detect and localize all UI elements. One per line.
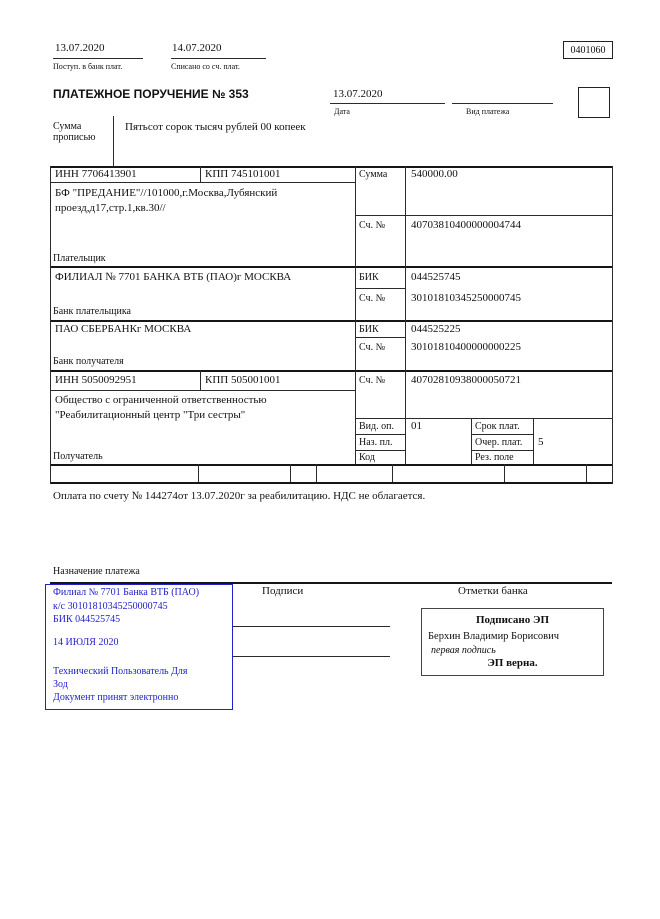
table-line — [471, 418, 472, 464]
table-line — [355, 450, 405, 451]
table-line — [504, 464, 505, 482]
table-line — [50, 266, 613, 268]
payee-account-label: Сч. № — [359, 375, 386, 386]
payee-name: Общество с ограниченной ответственностью "Реабилитационный центр "Три сестры" — [55, 394, 267, 421]
sum-label: Сумма — [359, 169, 388, 180]
esign-note: первая подпись — [431, 645, 496, 656]
esign-verdict: ЭП верна. — [487, 657, 538, 669]
payer-name: БФ "ПРЕДАНИЕ"//101000,г.Москва,Лубянский проезд,д17,стр.1,кв.30// — [55, 187, 278, 214]
bank-stamp — [45, 584, 233, 710]
stamp-user-line2: Зод — [53, 679, 68, 690]
empty-checkbox — [578, 87, 610, 118]
form-code: 0401060 — [570, 45, 606, 56]
priority-value: 5 — [538, 436, 544, 448]
purpose-section-label: Назначение платежа — [53, 566, 140, 577]
table-line — [355, 215, 612, 216]
code-label: Код — [359, 452, 375, 463]
table-line — [355, 418, 612, 419]
payer-account: 40703810400000004744 — [411, 219, 521, 231]
payee-bank-account: 30101810400000000225 — [411, 341, 521, 353]
payer-section-label: Плательщик — [53, 253, 106, 264]
form-code-box — [563, 41, 613, 59]
esign-title: Подписано ЭП — [475, 614, 550, 626]
table-line — [471, 434, 533, 435]
stamp-date: 14 ИЮЛЯ 2020 — [53, 637, 119, 648]
table-line — [355, 166, 356, 464]
document-title: ПЛАТЕЖНОЕ ПОРУЧЕНИЕ № 353 — [53, 87, 249, 101]
debited-date: 14.07.2020 — [172, 42, 222, 54]
table-line — [50, 370, 613, 372]
amount-words: Пятьсот сорок тысяч рублей 00 копеек — [125, 121, 306, 133]
table-line — [198, 464, 199, 482]
payment-kind-underline — [452, 103, 553, 104]
stamp-user-line1: Технический Пользователь Для — [53, 666, 188, 677]
table-line — [200, 370, 201, 390]
payee-account: 40702810938000050721 — [411, 374, 521, 386]
payee-inn: ИНН 5050092951 — [55, 374, 137, 386]
document-date: 13.07.2020 — [333, 88, 383, 100]
table-line — [586, 464, 587, 482]
table-line — [290, 464, 291, 482]
table-line — [405, 166, 406, 464]
stamp-bik: БИК 044525745 — [53, 614, 121, 625]
date-underline — [330, 103, 445, 104]
stamp-corr-account: к/с 30101810345250000745 — [53, 601, 168, 612]
payer-bank-bik: 044525745 — [411, 271, 461, 283]
payee-bank-bik-label: БИК — [359, 324, 379, 335]
reserve-label: Рез. поле — [475, 452, 514, 463]
esign-signer-name: Берхин Владимир Борисович — [428, 631, 559, 642]
table-line — [200, 166, 201, 182]
payer-account-label: Сч. № — [359, 220, 386, 231]
payer-bank-account: 30101810345250000745 — [411, 292, 521, 304]
bank-marks-label: Отметки банка — [458, 585, 528, 597]
payer-bank-account-label: Сч. № — [359, 293, 386, 304]
table-right-edge — [612, 166, 613, 484]
signature-line-2 — [232, 656, 390, 657]
payee-bank-name: ПАО СБЕРБАНКг МОСКВА — [55, 323, 192, 335]
signatures-label: Подписи — [262, 585, 304, 597]
table-line — [355, 337, 405, 338]
table-line — [50, 464, 613, 466]
op-kind-value: 01 — [411, 420, 422, 432]
payer-kpp: КПП 745101001 — [205, 168, 281, 180]
payee-kpp: КПП 505001001 — [205, 374, 281, 386]
sum-value: 540000.00 — [411, 168, 458, 180]
payee-section-label: Получатель — [53, 451, 103, 462]
received-date-underline — [53, 58, 143, 59]
table-line — [533, 418, 534, 464]
payee-bank-bik: 044525225 — [411, 323, 461, 335]
debited-date-label: Списано со сч. плат. — [171, 62, 240, 71]
esignature-box — [421, 608, 604, 676]
payer-inn: ИНН 7706413901 — [55, 168, 137, 180]
payer-bank-bik-label: БИК — [359, 272, 379, 283]
payer-bank-section-label: Банк плательщика — [53, 306, 131, 317]
received-date-label: Поступ. в банк плат. — [53, 62, 123, 71]
amount-words-divider — [113, 116, 114, 166]
table-line — [50, 482, 613, 484]
due-date-label: Срок плат. — [475, 421, 520, 432]
date-label: Дата — [334, 107, 350, 116]
table-line — [316, 464, 317, 482]
purpose-text: Оплата по счету № 144274от 13.07.2020г за реабилитацию. НДС не облагается. — [53, 490, 426, 502]
op-kind-label: Вид. оп. — [359, 421, 394, 432]
payment-kind-label: Вид платежа — [466, 107, 510, 116]
signature-line-1 — [232, 626, 390, 627]
stamp-accepted-note: Документ принят электронно — [53, 692, 179, 703]
stamp-bank-name: Филиал № 7701 Банка ВТБ (ПАО) — [53, 587, 200, 598]
table-line — [355, 434, 405, 435]
table-line — [50, 320, 613, 322]
table-line — [355, 288, 405, 289]
table-line — [392, 464, 393, 482]
table-left-edge — [50, 166, 51, 484]
table-line — [471, 450, 533, 451]
received-date: 13.07.2020 — [55, 42, 105, 54]
priority-label: Очер. плат. — [475, 437, 523, 448]
pay-name-label: Наз. пл. — [359, 437, 393, 448]
debited-date-underline — [171, 58, 266, 59]
payee-bank-account-label: Сч. № — [359, 342, 386, 353]
table-line — [50, 390, 355, 391]
payee-bank-section-label: Банк получателя — [53, 356, 124, 367]
payer-bank-name: ФИЛИАЛ № 7701 БАНКА ВТБ (ПАО)г МОСКВА — [55, 271, 292, 283]
amount-words-label: Сумма прописью — [53, 121, 96, 143]
table-line — [50, 182, 355, 183]
